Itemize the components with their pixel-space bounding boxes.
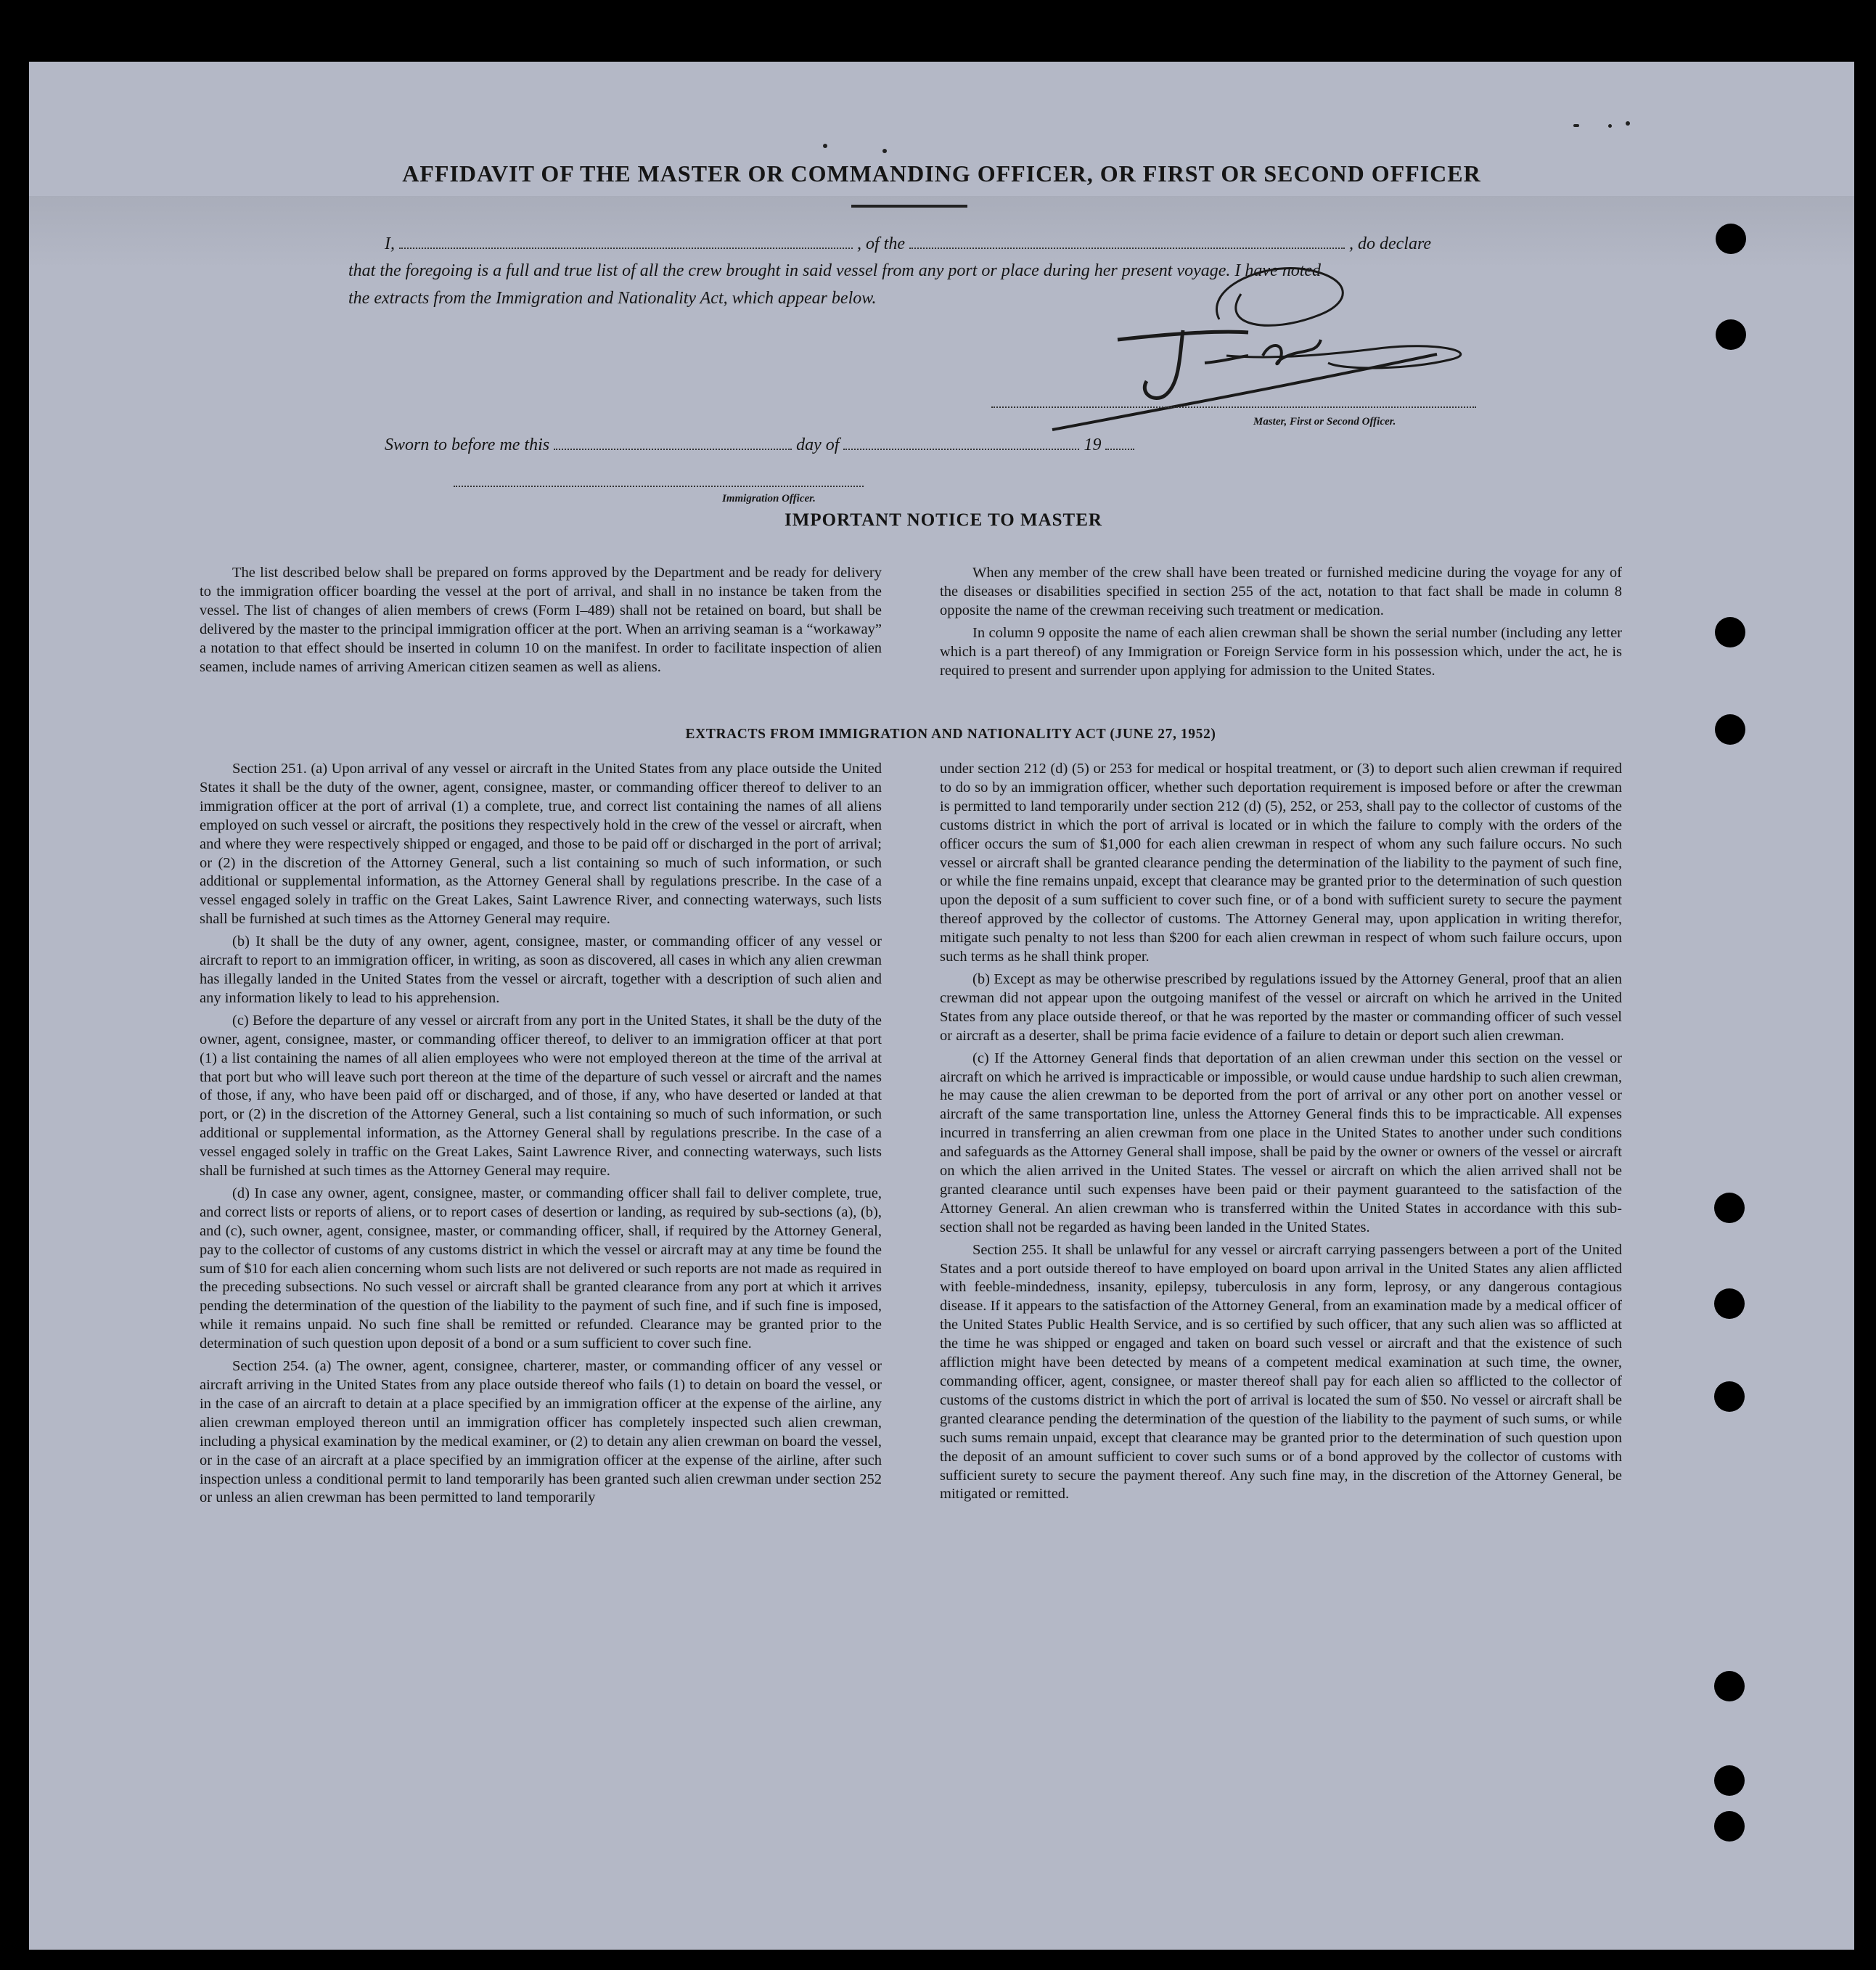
extract-paragraph: (d) In case any owner, agent, consignee, master, or commanding officer shall fail to deliver complete, true, and correct lists or reports of aliens, or to report cases of desertion or landing, as required by sub-sections (a), (b), and (c), such owner, agent, consignee, master, or commanding officer, shall, if required by the Attorney General, pay to the collector of customs of any customs district in which the vessel or aircraft may at any time be found the sum of $10 for each alien concerning whom such lists are not delivered or such reports are not made as required in the preceding subsections. No such vessel or aircraft shall be granted clearance from any port at which it arrives pending the determination of the question of the liability to the payment of such fine, and if such fine is imposed, while it remains unpaid. No such fine shall be remitted or refunded. Clearance may be granted prior to the determination of such question upon deposit of a bond or a sum sufficient to cover such fine. bbox=[200, 1185, 882, 1352]
declaration-line-3: the extracts from the Immigration and Nationality Act, which appear below. bbox=[348, 289, 877, 308]
notice-left-column bbox=[200, 564, 882, 680]
extract-paragraph: Section 251. (a) Upon arrival of any vessel or aircraft in the United States from any place outside the United States it shall be the duty of the owner, agent, consignee, master, or commanding officer thereof to deliver to an immigration officer at the port of arrival (1) a complete, true, and correct list containing the names of all aliens employed on such vessel or aircraft, the positions they respectively hold in the crew of the vessel or aircraft, when and where they were respectively shipped or engaged, and those to be paid off or discharged in the port of arrival; or (2) in the discretion of the Attorney General, such a list containing so much of such information, or such additional or supplemental information, as the Attorney General shall by regulations prescribe. In the case of a vessel engaged solely in traffic on the Great Lakes, Saint Lawrence River, and connecting waterways, such lists shall be furnished at such times as the Attorney General may require. bbox=[200, 761, 882, 928]
extracts-left-column bbox=[200, 760, 882, 1511]
paper-sheet bbox=[29, 62, 1854, 1950]
speck bbox=[1626, 121, 1630, 126]
binder-hole bbox=[1715, 714, 1745, 745]
extract-paragraph: Section 255. It shall be unlawful for any vessel or aircraft carrying passengers between a port of the United States and a port outside thereof to have employed on board upon arrival in the United States any alien afflicted with feeble-mindedness, insanity, epilepsy, tuberculosis in any form, leprosy, or any dangerous contagious disease. If it appears to the satisfaction of the Attorney General, from an examination made by a medical officer of the United States Public Health Service, and is so certified by such officer, that any such alien was so afflicted at the time he was shipped or engaged and taken on board such vessel or aircraft and that the existence of such affliction might have been detected by means of a competent medical examination at such time, the owner, commanding officer, agent, consignee, or master thereof shall pay for each alien so afflicted to the collector of customs of the customs district in which the port of arrival is located the sum of $50. No vessel or aircraft shall be granted clearance pending the determination of the question of the liability to the payment of such sums, or while such sums remain unpaid, except that clearance may be granted prior to the determination of such question upon the deposit of an amount sufficient to cover such sums or of a bond approved by the collector of customs with sufficient surety to secure the payment thereof. Any such fine may, in the discretion of the Attorney General, be mitigated or remitted. bbox=[940, 1241, 1622, 1503]
extract-paragraph: (b) It shall be the duty of any owner, agent, consignee, master, or commanding officer of any vessel or aircraft to report to an immigration officer, in writing, as soon as discovered, all cases in which any alien crewman has illegally landed in the United States from the vessel or aircraft, together with a description of such alien and any information likely to lead to his apprehension. bbox=[200, 933, 882, 1006]
extract-paragraph: (b) Except as may be otherwise prescribed by regulations issued by the Attorney General, proof that an alien crewman did not appear upon the outgoing manifest of the vessel or aircraft on which he arrived in the United States from any place outside thereof, or that he was reported by the master or commanding officer of such vessel or aircraft as a deserter, shall be prima facie evidence of a failure to detain or deport such alien crewman. bbox=[940, 970, 1622, 1044]
notice-paragraph: When any member of the crew shall have been treated or furnished medicine during the voyage for any of the diseases or disabilities specified in section 255 of the act, notation to that fact shall be made in column 8 opposite the name of the crewman receiving such treatment or medication. bbox=[940, 565, 1622, 618]
do-declare-label: , do declare bbox=[1349, 234, 1432, 253]
sworn-line bbox=[385, 436, 1134, 455]
notice-title: IMPORTANT NOTICE TO MASTER bbox=[785, 510, 1102, 530]
extract-paragraph: Section 254. (a) The owner, agent, consignee, charterer, master, or commanding officer of any vessel or aircraft arriving in the United States from any place outside thereof who fails (1) to detain on board the vessel, or in the case of an aircraft to detain at a place specified by an immigration officer at the expense of the airline, any alien crewman employed thereon until an immigration officer has completely inspected such alien crewman, including a physical examination by the medical examiner, or (2) to detain any alien crewman on board the vessel, or in the case of an aircraft at a place specified by an immigration officer at the expense of the airline, after such inspection unless a conditional permit to land temporarily has been granted such alien crewman under section 252 or unless an alien crewman has been permitted to land temporarily bbox=[200, 1358, 882, 1506]
day-of-label: day of bbox=[796, 436, 840, 454]
year-label: 19 bbox=[1084, 436, 1102, 454]
name-field[interactable] bbox=[399, 234, 853, 249]
binder-hole bbox=[1714, 1671, 1745, 1701]
officer-signature-label: Master, First or Second Officer. bbox=[1253, 416, 1396, 428]
extract-paragraph: under section 212 (d) (5) or 253 for medical or hospital treatment, or (3) to deport such alien crewman if required to do so by an immigration officer, whether such deportation requirement is imposed before or after the crewman is permitted to land temporarily under section 212 (d) (5), 252, or 253, shall pay to the collector of customs of the customs district in which the port of arrival is located or in which the failure to comply with the orders of the officer occurs the sum of $1,000 for each alien crewman in respect of whom any such failure occurs. No such vessel or aircraft shall be granted clearance pending the determination of the liability to the payment of such fine, or while the fine remains unpaid, except that clearance may be granted prior to the determination of such question upon the deposit of a sum sufficient to cover such fine, or of a bond with sufficient surety to secure the payment thereof approved by the collector of customs. The Attorney General may, upon application in writing therefor, mitigate such penalty to not less than $200 for each alien crewman in respect of whom such failure occurs, upon such terms as he shall think proper. bbox=[940, 761, 1622, 965]
extract-paragraph: (c) Before the departure of any vessel or aircraft from any port in the United States, it shall be the duty of the owner, agent, consignee, master, or commanding officer thereof, to deliver to an immigration officer at that port (1) a list containing the names of all alien employees who were not employed thereon at the time of the arrival at that port but who will leave such port thereon at the time of the departure of such vessel or aircraft and the names of those, if any, who have been paid off or discharged, and of those, if any, who have deserted or landed at that port, or (2) in the discretion of the Attorney General, such a list containing so much of such information, or such additional or supplemental information, as the Attorney General shall by regulations prescribe. In the case of a vessel engaged solely in traffic on the Great Lakes, Saint Lawrence River, and connecting waterways, such lists shall be furnished at such times as the Attorney General may require. bbox=[200, 1012, 882, 1180]
binder-hole bbox=[1714, 1193, 1745, 1223]
i-label: I, bbox=[385, 234, 395, 253]
sworn-day-field[interactable] bbox=[554, 436, 792, 450]
of-the-label: , of the bbox=[857, 234, 905, 253]
affidavit-title: AFFIDAVIT OF THE MASTER OR COMMANDING OFFICER, OR FIRST OR SECOND OFFICER bbox=[402, 160, 1481, 187]
declaration-line-2: that the foregoing is a full and true list of all the crew brought in said vessel from any port or place during her present voyage. I have noted bbox=[348, 261, 1322, 280]
extracts-title: EXTRACTS FROM IMMIGRATION AND NATIONALITY ACT (JUNE 27, 1952) bbox=[685, 727, 1216, 742]
extract-paragraph: (c) If the Attorney General finds that deportation of an alien crewman under this section on the vessel or aircraft on which he arrived is impracticable or impossible, or would cause undue hardship to such alien crewman, he may cause the alien crewman to be deported from the port of arrival or any other port on another vessel or aircraft of the same transportation line, unless the Attorney General finds this to be impracticable. All expenses incurred in transferring an alien crewman from one place in the United States to another under such conditions and safeguards as the Attorney General shall impose, shall be paid by the owner or owners of the vessel or aircraft on which the alien arrived in the United States. The vessel or aircraft on which the alien arrived shall not be granted clearance until such expenses have been paid or their payment guaranteed to the satisfaction of the Attorney General. An alien crewman who is transferred within the United States in accordance with this sub-section shall not be regarded as having been landed in the United States. bbox=[940, 1050, 1622, 1235]
immigration-officer-signature-line[interactable] bbox=[454, 486, 864, 487]
binder-hole bbox=[1714, 1765, 1745, 1796]
notice-right-column bbox=[940, 564, 1622, 684]
vessel-field[interactable] bbox=[909, 234, 1345, 249]
binder-hole bbox=[1716, 224, 1746, 254]
sworn-month-field[interactable] bbox=[843, 436, 1079, 450]
title-rule bbox=[851, 205, 967, 208]
officer-signature bbox=[1031, 261, 1539, 436]
declaration-line-1 bbox=[385, 234, 1431, 254]
sworn-year-field[interactable] bbox=[1105, 436, 1134, 450]
speck bbox=[1608, 124, 1612, 128]
binder-hole bbox=[1714, 1811, 1745, 1842]
binder-hole bbox=[1716, 319, 1746, 350]
notice-paragraph: In column 9 opposite the name of each alien crewman shall be shown the serial number (including any letter which is a part thereof) of any Immigration or Foreign Service form in his possession which, under the act, he is required to present and surrender upon applying for admission to the United States. bbox=[940, 624, 1622, 679]
sworn-label: Sworn to before me this bbox=[385, 436, 550, 454]
speck bbox=[882, 149, 887, 153]
speck bbox=[823, 144, 827, 148]
binder-hole bbox=[1714, 1288, 1745, 1319]
extracts-right-column bbox=[940, 760, 1622, 1508]
binder-hole bbox=[1715, 617, 1745, 647]
officer-signature-line[interactable] bbox=[991, 406, 1476, 408]
notice-paragraph: The list described below shall be prepared on forms approved by the Department and be ready for delivery to the immigration officer boarding the vessel at the port of arrival, and shall in no instance be taken from the vessel. The list of changes of alien members of crews (Form I–489) shall not be retained on board, but shall be delivered by the master to the principal immigration officer at the port. When an arriving seaman is a “workaway” a notation to that effect should be inserted in column 10 on the manifest. In order to facilitate inspection of alien seamen, include names of arriving American citizen seamen as well as aliens. bbox=[200, 565, 882, 675]
immigration-officer-label: Immigration Officer. bbox=[722, 493, 816, 504]
speck bbox=[1573, 124, 1579, 127]
binder-hole bbox=[1714, 1381, 1745, 1412]
